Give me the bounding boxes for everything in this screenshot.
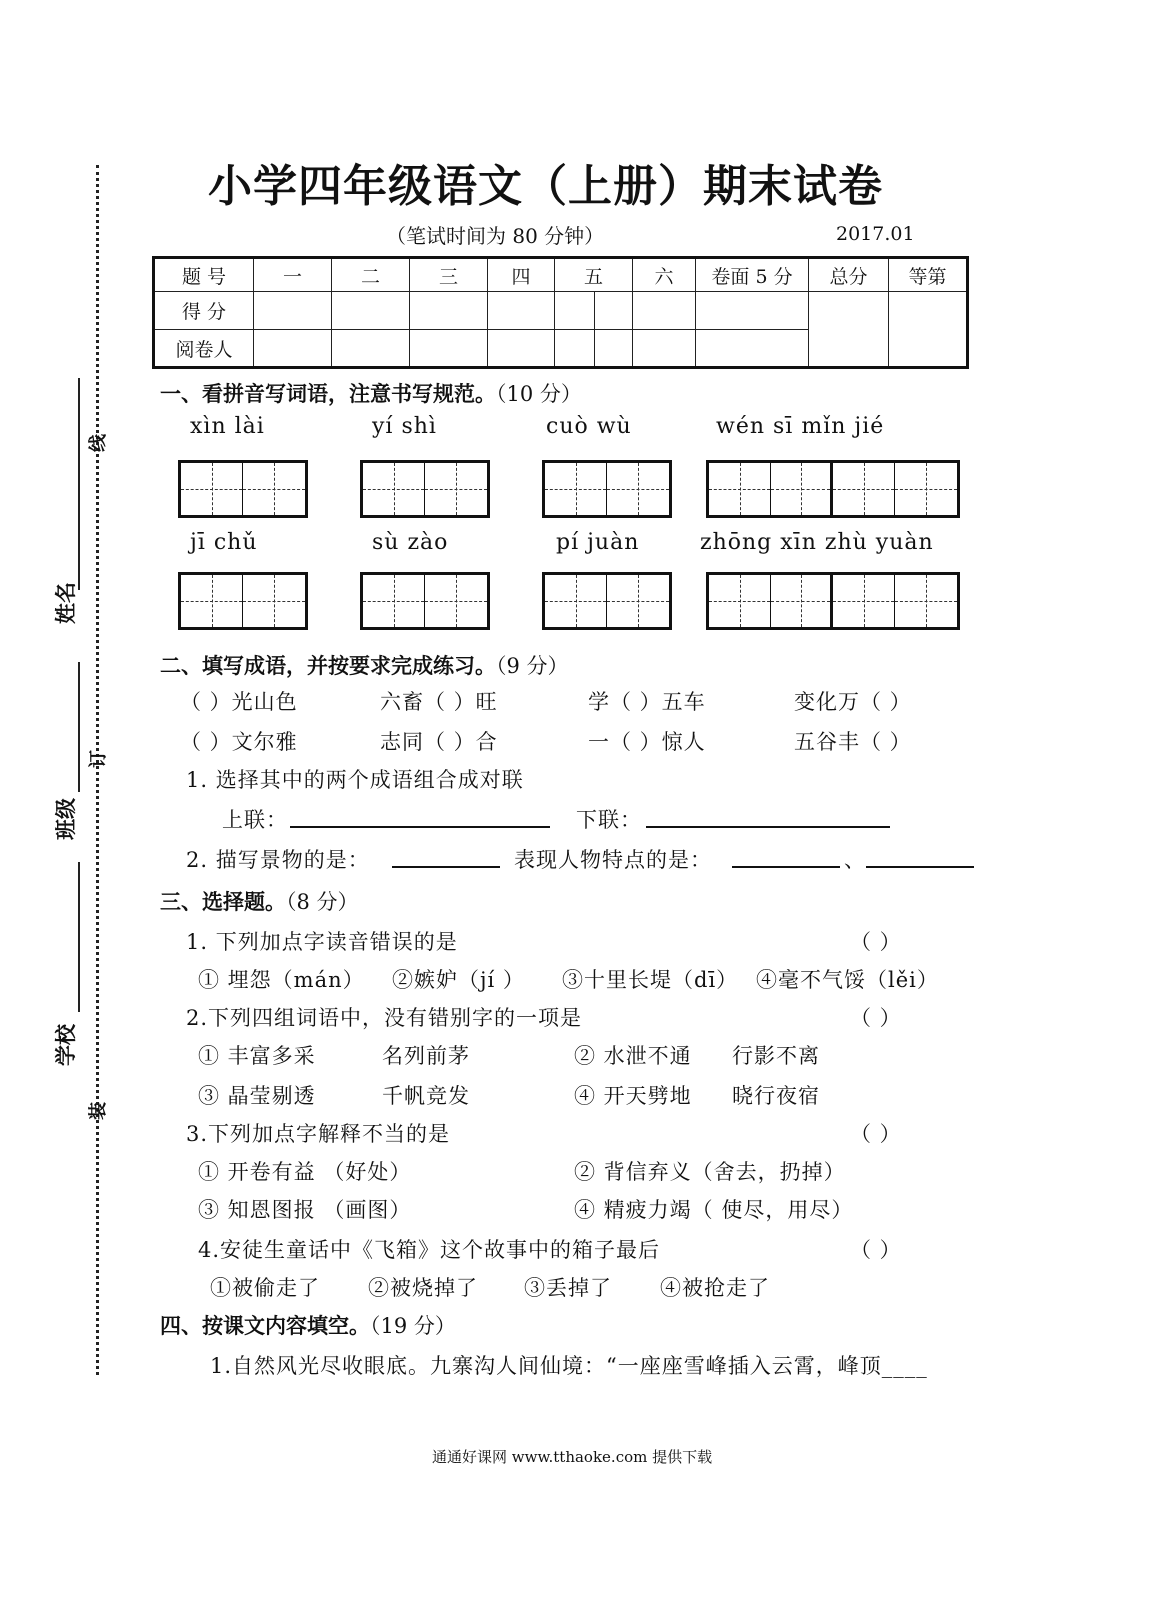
footer-source: 通通好课网 www.tthaoke.com 提供下载	[432, 1448, 713, 1466]
s3-q3-option: ④ 精疲力竭（ 使尽，用尽）	[574, 1198, 854, 1222]
idiom: （ ）光山色	[180, 690, 298, 714]
header-grade: 等第	[889, 258, 968, 292]
pinyin-cuowu: cuò wù	[546, 414, 632, 439]
s2-separator: 、	[844, 848, 866, 872]
section1-points: （10 分）	[496, 382, 582, 406]
character-blank-2[interactable]	[866, 866, 974, 868]
exam-title: 小学四年级语文（上册）期末试卷	[208, 161, 883, 212]
idiom: 五谷丰（ ）	[794, 730, 912, 754]
s3-q2-option: 千帆竞发	[382, 1084, 470, 1108]
grade-cell[interactable]	[889, 292, 968, 368]
character-blank-1[interactable]	[732, 866, 840, 868]
section3-title	[160, 886, 359, 916]
grader-cell[interactable]	[332, 330, 410, 368]
idiom: 变化万（ ）	[794, 690, 912, 714]
school-underline	[78, 862, 80, 1012]
s3-question-3: 3.下列加点字解释不当的是	[186, 1122, 451, 1146]
pinyin-yishi: yí shì	[372, 414, 437, 439]
exam-duration: （笔试时间为 80 分钟）	[386, 224, 605, 248]
s3-q4-answer-paren[interactable]: （ ）	[850, 1238, 902, 1262]
header-q6: 六	[633, 258, 696, 292]
s2-question-2b: 表现人物特点的是：	[514, 848, 712, 872]
header-q1: 一	[254, 258, 332, 292]
section3-points: （8 分）	[286, 890, 359, 914]
score-cell[interactable]	[595, 292, 633, 330]
section1-title	[160, 378, 582, 408]
header-q2: 二	[332, 258, 410, 292]
s3-q2-option: 行影不离	[732, 1044, 820, 1068]
s2-question-1: 1. 选择其中的两个成语组合成对联	[186, 768, 524, 792]
header-q3: 三	[410, 258, 488, 292]
name-underline	[78, 378, 80, 590]
school-label: 学校	[54, 1024, 78, 1066]
score-cell[interactable]	[332, 292, 410, 330]
header-total: 总分	[809, 258, 889, 292]
binding-line-char: 线	[88, 434, 109, 452]
row-label-grader: 阅卷人	[154, 330, 254, 368]
class-underline	[78, 662, 80, 792]
row-label-score: 得 分	[154, 292, 254, 330]
scenery-blank[interactable]	[392, 866, 500, 868]
s3-q2-option: ④ 开天劈地	[574, 1084, 692, 1108]
s3-q3-option: ② 背信弃义（舍去，扔掉）	[574, 1160, 846, 1184]
score-cell[interactable]	[633, 292, 696, 330]
s3-q2-option: 晓行夜宿	[732, 1084, 820, 1108]
pinyin-suzao: sù zào	[372, 530, 449, 555]
binding-dotted-line	[96, 165, 99, 1375]
write-box-zhongxinzhuyuan[interactable]	[706, 572, 960, 630]
s3-q1-option: ④毫不气馁（lěi）	[756, 968, 939, 992]
section2-title	[160, 650, 569, 680]
header-question-no: 题 号	[154, 258, 254, 292]
section4-title	[160, 1310, 456, 1340]
grader-cell[interactable]	[555, 330, 595, 368]
grader-cell[interactable]	[696, 330, 809, 368]
write-box-jichu[interactable]	[178, 572, 308, 630]
write-box-yishi[interactable]	[360, 460, 490, 518]
s3-q2-option: 名列前茅	[382, 1044, 470, 1068]
s3-q2-option: ② 水泄不通	[574, 1044, 692, 1068]
section2-points: （9 分）	[496, 654, 569, 678]
class-label: 班级	[54, 798, 78, 840]
grader-cell[interactable]	[410, 330, 488, 368]
score-cell[interactable]	[254, 292, 332, 330]
header-neatness: 卷面 5 分	[696, 258, 809, 292]
pinyin-wensiminjie: wén sī mǐn jié	[716, 414, 885, 439]
write-box-wensiminjie[interactable]	[706, 460, 960, 518]
s3-q4-option: ③丢掉了	[524, 1276, 612, 1300]
pinyin-zhongxinzhuyuan: zhōng xīn zhù yuàn	[700, 530, 934, 555]
grader-cell[interactable]	[595, 330, 633, 368]
section2-title-text: 二、填写成语，并按要求完成练习。	[160, 654, 496, 678]
name-label: 姓名	[54, 582, 78, 624]
s3-q4-option: ④被抢走了	[660, 1276, 770, 1300]
score-cell[interactable]	[488, 292, 555, 330]
s3-q1-answer-paren[interactable]: （ ）	[850, 930, 902, 954]
s3-q2-answer-paren[interactable]: （ ）	[850, 1006, 902, 1030]
section4-points: （19 分）	[370, 1314, 456, 1338]
score-table	[152, 256, 969, 369]
write-box-cuowu[interactable]	[542, 460, 672, 518]
s3-q4-option: ②被烧掉了	[368, 1276, 478, 1300]
write-box-xinlai[interactable]	[178, 460, 308, 518]
s3-q2-option: ③ 晶莹剔透	[198, 1084, 316, 1108]
idiom: 学（ ）五车	[588, 690, 706, 714]
s3-question-1: 1. 下列加点字读音错误的是	[186, 930, 458, 954]
grader-cell[interactable]	[633, 330, 696, 368]
pinyin-xinlai: xìn lài	[190, 414, 265, 439]
score-cell[interactable]	[696, 292, 809, 330]
pinyin-jichu: jī chǔ	[190, 530, 258, 555]
s3-q2-option: ① 丰富多采	[198, 1044, 316, 1068]
couplet-upper-blank[interactable]	[290, 826, 550, 828]
binding-ding-char: 订	[88, 750, 109, 768]
s3-q1-option: ③十里长堤（dī）	[562, 968, 739, 992]
idiom: 志同（ ）合	[380, 730, 498, 754]
s3-q1-option: ②嫉妒（jí ）	[392, 968, 525, 992]
binding-zhuang-char: 装	[88, 1102, 109, 1120]
idiom: 一（ ）惊人	[588, 730, 706, 754]
s3-question-4: 4.安徒生童话中《飞箱》这个故事中的箱子最后	[198, 1238, 661, 1262]
exam-date: 2017.01	[836, 223, 915, 245]
couplet-upper-label: 上联：	[222, 808, 288, 832]
section1-title-text: 一、看拼音写词语，注意书写规范。	[160, 382, 496, 406]
section3-title-text: 三、选择题。	[160, 890, 286, 914]
header-q4: 四	[488, 258, 555, 292]
s3-q3-answer-paren[interactable]: （ ）	[850, 1122, 902, 1146]
s2-question-2: 2. 描写景物的是：	[186, 848, 370, 872]
header-q5: 五	[555, 258, 633, 292]
s3-q4-option: ①被偷走了	[210, 1276, 320, 1300]
s3-q3-option: ① 开卷有益 （好处）	[198, 1160, 412, 1184]
score-cell[interactable]	[410, 292, 488, 330]
grader-cell[interactable]	[488, 330, 555, 368]
grader-cell[interactable]	[254, 330, 332, 368]
s3-q3-option: ③ 知恩图报 （画图）	[198, 1198, 412, 1222]
write-box-pijuan[interactable]	[542, 572, 672, 630]
s3-question-2: 2.下列四组词语中，没有错别字的一项是	[186, 1006, 583, 1030]
score-cell[interactable]	[555, 292, 595, 330]
s4-question-1: 1.自然风光尽收眼底。九寨沟人间仙境：“一座座雪峰插入云霄，峰顶____	[210, 1354, 928, 1378]
pinyin-pijuan: pí juàn	[556, 530, 640, 555]
total-cell[interactable]	[809, 292, 889, 368]
s3-q1-option: ① 埋怨（mán）	[198, 968, 365, 992]
write-box-suzao[interactable]	[360, 572, 490, 630]
couplet-lower-label: 下联：	[576, 808, 642, 832]
section4-title-text: 四、按课文内容填空。	[160, 1314, 370, 1338]
idiom: （ ）文尔雅	[180, 730, 298, 754]
couplet-lower-blank[interactable]	[646, 826, 890, 828]
idiom: 六畜（ ）旺	[380, 690, 498, 714]
